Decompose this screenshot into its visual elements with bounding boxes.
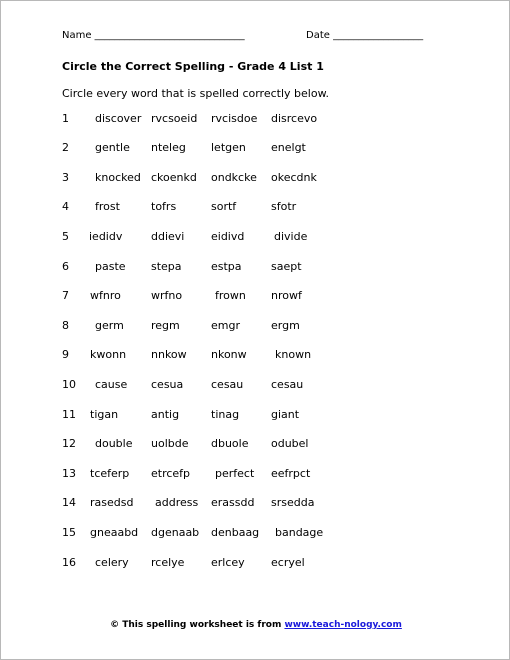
word-option[interactable]: giant	[271, 408, 300, 421]
word-option[interactable]: cesau	[211, 378, 244, 391]
word-option[interactable]: erlcey	[211, 556, 245, 569]
worksheet-title: Circle the Correct Spelling - Grade 4 List 1	[62, 60, 324, 73]
word-row	[1, 141, 510, 157]
row-number: 7	[62, 289, 69, 302]
word-row	[1, 348, 510, 364]
word-option[interactable]: nteleg	[151, 141, 186, 154]
word-option[interactable]: enelgt	[271, 141, 306, 154]
row-number: 3	[62, 171, 69, 184]
word-option[interactable]: iedidv	[89, 230, 123, 243]
row-number: 2	[62, 141, 69, 154]
word-row	[1, 319, 510, 335]
date-field-line: Date __________________	[306, 30, 424, 41]
copyright-footer	[1, 620, 510, 630]
row-number: 13	[62, 467, 76, 480]
word-option[interactable]: gentle	[95, 141, 130, 154]
word-option[interactable]: tofrs	[151, 200, 177, 213]
word-option[interactable]: perfect	[215, 467, 255, 480]
word-option[interactable]: frown	[215, 289, 246, 302]
row-number: 9	[62, 348, 69, 361]
word-option[interactable]: cesua	[151, 378, 184, 391]
word-option[interactable]: antig	[151, 408, 180, 421]
word-option[interactable]: rcelye	[151, 556, 185, 569]
copyright-text: © This spelling worksheet is from	[110, 620, 285, 630]
word-option[interactable]: discover	[95, 112, 142, 125]
word-option[interactable]: srsedda	[271, 496, 315, 509]
row-number: 8	[62, 319, 69, 332]
word-row	[1, 526, 510, 542]
word-row	[1, 171, 510, 187]
word-option[interactable]: sfotr	[271, 200, 297, 213]
word-option[interactable]: eidivd	[211, 230, 245, 243]
word-option[interactable]: address	[155, 496, 199, 509]
word-option[interactable]: ecryel	[271, 556, 305, 569]
word-row	[1, 467, 510, 483]
word-row	[1, 408, 510, 424]
word-option[interactable]: gneaabd	[90, 526, 139, 539]
word-row	[1, 437, 510, 453]
word-option[interactable]: wrfno	[151, 289, 183, 302]
word-option[interactable]: cesau	[271, 378, 304, 391]
row-number: 5	[62, 230, 69, 243]
word-option[interactable]: kwonn	[90, 348, 127, 361]
row-number: 1	[62, 112, 69, 125]
word-option[interactable]: estpa	[211, 260, 242, 273]
word-row	[1, 260, 510, 276]
word-option[interactable]: tceferp	[90, 467, 130, 480]
word-option[interactable]: paste	[95, 260, 126, 273]
word-option[interactable]: ddievi	[151, 230, 185, 243]
row-number: 10	[62, 378, 76, 391]
word-option[interactable]: celery	[95, 556, 129, 569]
word-option[interactable]: stepa	[151, 260, 182, 273]
word-option[interactable]: wfnro	[90, 289, 121, 302]
word-option[interactable]: knocked	[95, 171, 141, 184]
word-option[interactable]: rvcsoeid	[151, 112, 198, 125]
word-option[interactable]: odubel	[271, 437, 309, 450]
row-number: 4	[62, 200, 69, 213]
word-option[interactable]: known	[275, 348, 312, 361]
word-option[interactable]: denbaag	[211, 526, 260, 539]
name-field-line: Name ______________________________	[62, 30, 245, 41]
word-option[interactable]: okecdnk	[271, 171, 317, 184]
word-option[interactable]: dgenaab	[151, 526, 200, 539]
word-option[interactable]: tinag	[211, 408, 240, 421]
word-option[interactable]: regm	[151, 319, 180, 332]
word-option[interactable]: eefrpct	[271, 467, 311, 480]
word-option[interactable]: nnkow	[151, 348, 187, 361]
word-row	[1, 200, 510, 216]
word-option[interactable]: uolbde	[151, 437, 189, 450]
row-number: 16	[62, 556, 76, 569]
word-option[interactable]: double	[95, 437, 133, 450]
word-option[interactable]: ckoenkd	[151, 171, 197, 184]
word-option[interactable]: tigan	[90, 408, 119, 421]
word-option[interactable]: dbuole	[211, 437, 249, 450]
worksheet-instructions: Circle every word that is spelled correctly below.	[62, 87, 330, 100]
row-number: 11	[62, 408, 76, 421]
word-option[interactable]: rvcisdoe	[211, 112, 258, 125]
word-option[interactable]: sortf	[211, 200, 237, 213]
word-row	[1, 556, 510, 572]
word-row	[1, 289, 510, 305]
word-option[interactable]: germ	[95, 319, 124, 332]
word-option[interactable]: ondkcke	[211, 171, 257, 184]
word-row	[1, 230, 510, 246]
word-option[interactable]: rasedsd	[90, 496, 134, 509]
word-row	[1, 496, 510, 512]
word-option[interactable]: ergm	[271, 319, 300, 332]
word-option[interactable]: letgen	[211, 141, 246, 154]
word-option[interactable]: frost	[95, 200, 120, 213]
word-option[interactable]: saept	[271, 260, 302, 273]
word-option[interactable]: bandage	[275, 526, 324, 539]
word-option[interactable]: erassdd	[211, 496, 255, 509]
word-option[interactable]: cause	[95, 378, 128, 391]
word-option[interactable]: nrowf	[271, 289, 302, 302]
word-option[interactable]: nkonw	[211, 348, 247, 361]
row-number: 6	[62, 260, 69, 273]
word-row	[1, 378, 510, 394]
row-number: 15	[62, 526, 76, 539]
word-option[interactable]: divide	[274, 230, 308, 243]
row-number: 12	[62, 437, 76, 450]
row-number: 14	[62, 496, 76, 509]
word-option[interactable]: etrcefp	[151, 467, 191, 480]
teach-nology-link[interactable]: www.teach-nology.com	[284, 620, 402, 630]
word-option[interactable]: emgr	[211, 319, 240, 332]
word-option[interactable]: disrcevo	[271, 112, 318, 125]
word-row	[1, 112, 510, 128]
